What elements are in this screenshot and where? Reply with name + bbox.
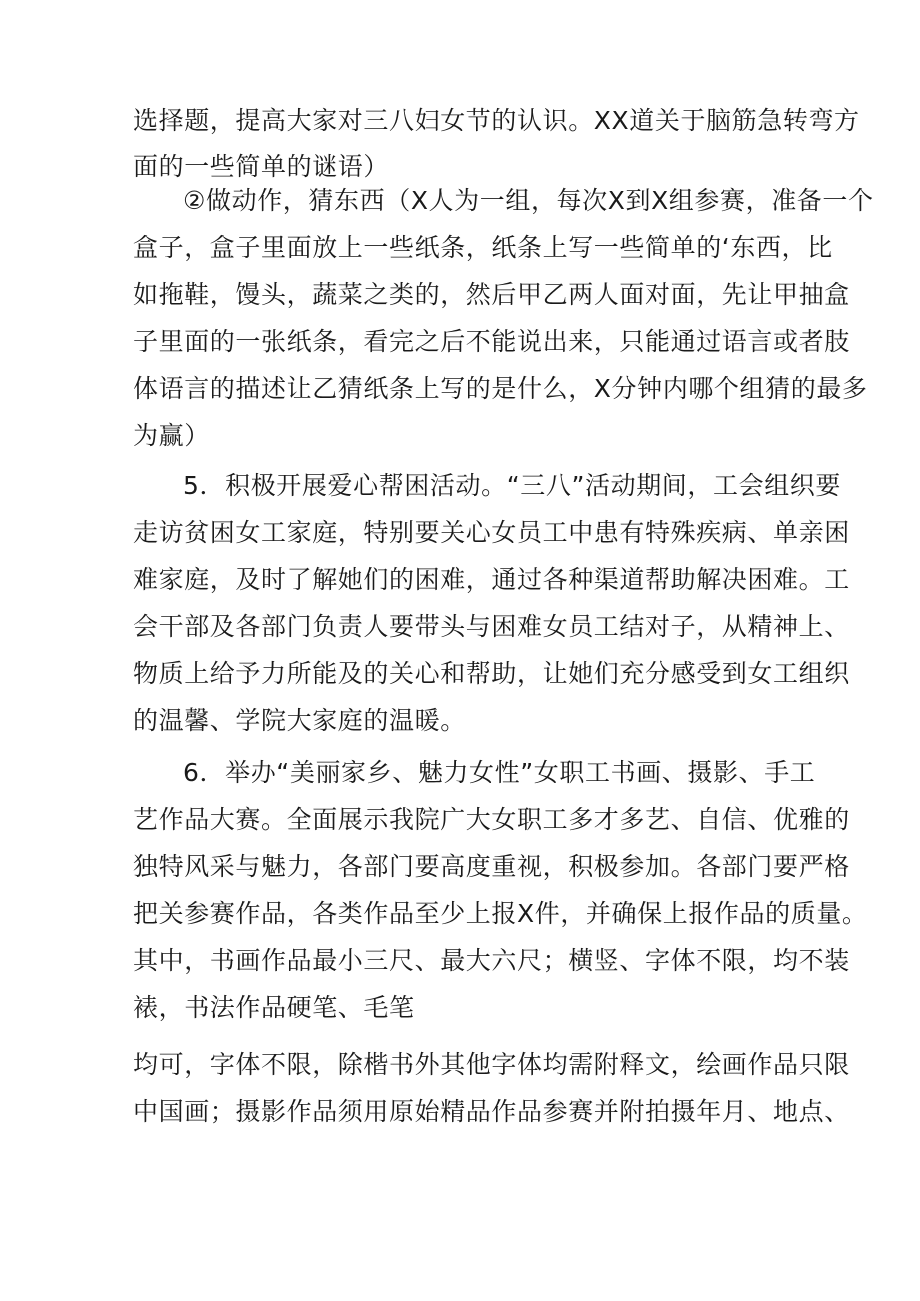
text-line: 为赢） [133,421,210,450]
text-line: 独特风采与魅力，各部门要高度重视，积极参加。各部门要严格 [133,852,850,881]
text-line: 把关参赛作品，各类作品至少上报X件，并确保上报作品的质量。 [133,899,868,928]
text-line: 其中，书画作品最小三尺、最大六尺；横竖、字体不限，均不装 [133,946,850,975]
text-line: 均可，字体不限，除楷书外其他字体均需附释文，绘画作品只限 [133,1050,850,1079]
text-line: 盒子，盒子里面放上一些纸条，纸条上写一些简单的‘东西，比 [133,233,833,262]
text-line: 6．举办“美丽家乡、魅力女性”女职工书画、摄影、手工 [183,758,816,787]
text-line: 物质上给予力所能及的关心和帮助，让她们充分感受到女工组织 [133,659,850,688]
text-line: 裱，书法作品硬笔、毛笔 [133,993,415,1022]
text-line: 5．积极开展爱心帮困活动。“三八”活动期间，工会组织要 [183,471,842,500]
text-line: 子里面的一张纸条，看完之后不能说出来，只能通过语言或者肢 [133,327,850,356]
text-line: 体语言的描述让乙猜纸条上写的是什么，X分钟内哪个组猜的最多 [133,374,868,403]
text-line: ②做动作，猜东西（X人为一组，每次X到X组参赛，准备一个 [183,186,874,215]
text-line: 的温馨、学院大家庭的温暖。 [133,706,466,735]
text-line: 走访贫困女工家庭，特别要关心女员工中患有特殊疾病、单亲困 [133,518,850,547]
text-line: 如拖鞋，馒头，蔬菜之类的，然后甲乙两人面对面，先让甲抽盒 [133,280,850,309]
text-line: 难家庭，及时了解她们的困难，通过各种渠道帮助解决困难。工 [133,565,850,594]
text-line: 中国画；摄影作品须用原始精品作品参赛并附拍摄年月、地点、 [133,1097,850,1126]
text-line: 选择题，提高大家对三八妇女节的认识。XX道关于脑筋急转弯方 [133,106,860,135]
text-line: 艺作品大赛。全面展示我院广大女职工多才多艺、自信、优雅的 [133,805,850,834]
text-line: 会干部及各部门负责人要带头与困难女员工结对子，从精神上、 [133,612,850,641]
text-line: 面的一些简单的谜语） [133,152,390,181]
